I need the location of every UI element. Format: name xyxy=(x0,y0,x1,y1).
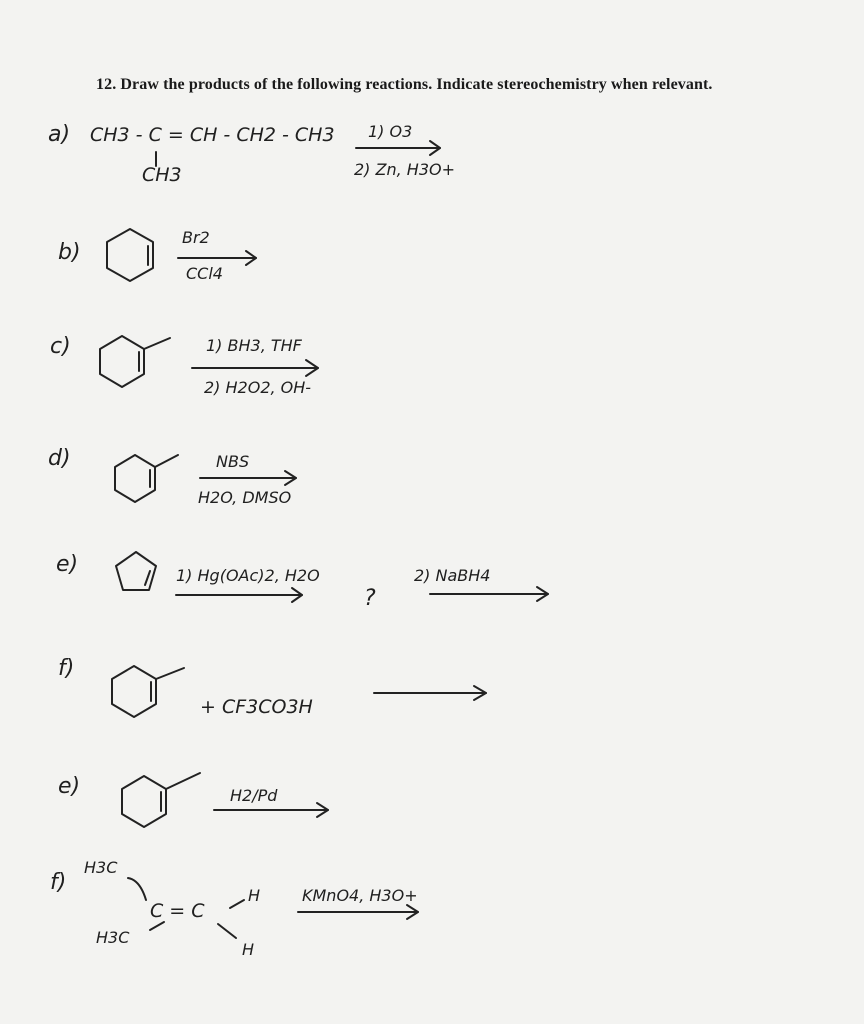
methylcyclohexene-e2 xyxy=(122,773,200,827)
arrow-e1 xyxy=(176,588,302,602)
methylcyclohexene-d xyxy=(115,455,178,502)
label-e: e) xyxy=(56,552,79,577)
reagent-c-step1: 1) BH3, THF xyxy=(206,336,302,355)
label-d: d) xyxy=(48,446,71,471)
arrow-d xyxy=(200,471,296,485)
substrate-a: CH3 - C = CH - CH2 - CH3 xyxy=(90,124,335,146)
reagent-d-above: NBS xyxy=(216,452,250,471)
arrow-a xyxy=(356,141,440,155)
group-bottom-right-f2: H xyxy=(242,940,255,959)
reagent-c-step2: 2) H2O2, OH- xyxy=(204,378,312,397)
arrow-e2-second xyxy=(214,803,328,817)
reagent-a-step2: 2) Zn, H3O+ xyxy=(354,160,455,179)
label-b: b) xyxy=(58,240,81,265)
reagent-b-above: Br2 xyxy=(182,228,210,247)
substrate-branch-a: CH3 xyxy=(142,164,182,186)
group-bottom-left-f2: H3C xyxy=(96,928,130,947)
alkene-core-f2: C = C xyxy=(150,900,205,922)
arrow-f xyxy=(374,686,486,700)
reagent-a-step1: 1) O3 xyxy=(368,122,413,141)
group-top-right-f2: H xyxy=(248,886,261,905)
cyclopentene-e xyxy=(116,552,156,590)
question-prompt: 12. Draw the products of the following reactions. Indicate stereochemistry when relevant. xyxy=(96,76,713,93)
arrow-b xyxy=(178,251,256,265)
group-top-left-f2: H3C xyxy=(84,858,118,877)
cyclohexene-b xyxy=(107,229,153,281)
label-f: f) xyxy=(58,656,75,681)
reagent-e-step1: 1) Hg(OAc)2, H2O xyxy=(176,566,320,585)
reagent-e2: H2/Pd xyxy=(230,786,278,805)
label-e-second: e) xyxy=(58,774,81,799)
reagent-e-step2: 2) NaBH4 xyxy=(414,566,491,585)
methylcyclohexene-c xyxy=(100,336,170,387)
arrow-e2 xyxy=(430,587,548,601)
reagent-d-below: H2O, DMSO xyxy=(198,488,292,507)
arrow-f2 xyxy=(298,905,418,919)
arrow-c xyxy=(192,360,318,376)
label-a: a) xyxy=(48,122,71,147)
label-c: c) xyxy=(50,334,71,359)
intermediate-unknown: ? xyxy=(364,586,376,611)
methylcyclohexene-f xyxy=(112,666,184,717)
reagent-f2: KMnO4, H3O+ xyxy=(302,886,418,905)
reagent-f: + CF3CO3H xyxy=(200,696,313,718)
reagent-b-below: CCl4 xyxy=(186,264,223,283)
label-f-second: f) xyxy=(50,870,67,895)
